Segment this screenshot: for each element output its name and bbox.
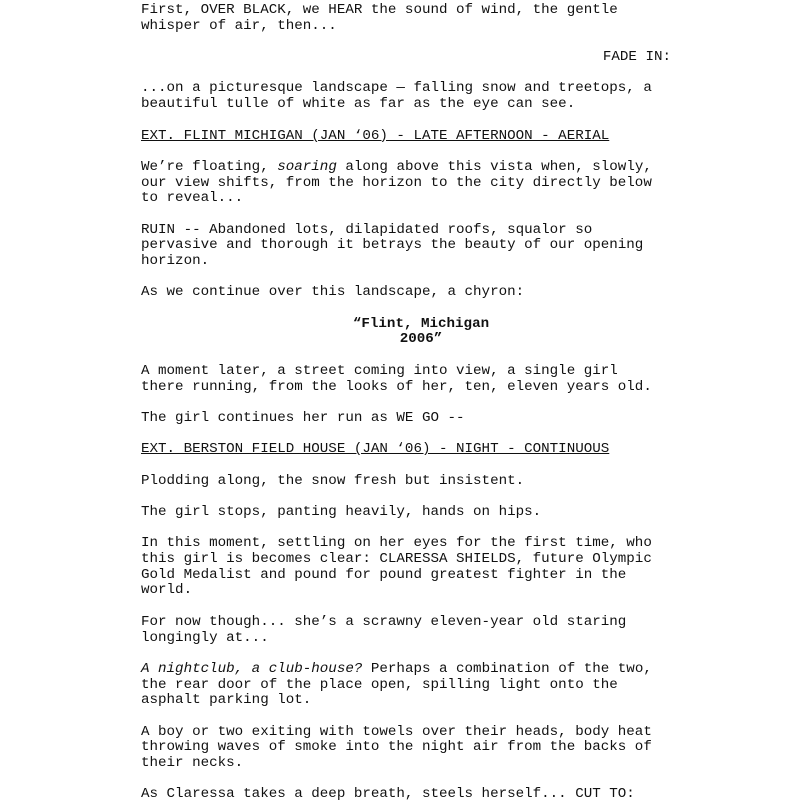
action-paragraph: [141, 364, 701, 395]
action-line: Gold Medalist and pound for pound greatest fighter in the: [141, 566, 627, 583]
action-line: ...on a picturesque landscape — falling snow and treetops, a: [141, 80, 652, 97]
action-line: world.: [141, 582, 193, 599]
action-paragraph: [141, 505, 701, 521]
scene-heading: [141, 442, 701, 458]
action-line: whisper of air, then...: [141, 17, 337, 34]
emphasis-text: soaring: [277, 158, 337, 175]
action-line: As Claressa takes a deep breath, steels herself... CUT TO:: [141, 786, 635, 803]
action-paragraph: [141, 285, 701, 301]
action-paragraph: [141, 81, 701, 112]
action-line: beautiful tulle of white as far as the eye can see.: [141, 96, 576, 113]
action-line: The girl continues her run as WE GO --: [141, 409, 465, 426]
scene-heading-text: EXT. FLINT MICHIGAN (JAN ‘06) - LATE AFTERNOON - AERIAL: [141, 127, 610, 144]
action-line: pervasive and thorough it betrays the beauty of our opening: [141, 237, 644, 254]
action-line: there running, from the looks of her, ten, eleven years old.: [141, 378, 652, 395]
transition-fade-in: FADE IN:: [602, 49, 671, 66]
action-paragraph: [141, 787, 701, 803]
action-paragraph: [141, 615, 701, 646]
screenplay-page: [141, 3, 701, 803]
action-line: A nightclub, a club-house? Perhaps a combination of the two,: [141, 660, 652, 677]
action-line: A boy or two exiting with towels over their heads, body heat: [141, 723, 652, 740]
action-line: asphalt parking lot.: [141, 692, 312, 709]
action-line: the rear door of the place open, spilling light onto the: [141, 676, 618, 693]
action-line: A moment later, a street coming into view, a single girl: [141, 362, 618, 379]
action-line: The girl stops, panting heavily, hands on hips.: [141, 504, 542, 520]
action-paragraph: [141, 536, 701, 599]
chyron-line: 2006”: [399, 331, 443, 348]
action-line: longingly at...: [141, 629, 269, 646]
chyron-text: [141, 317, 701, 348]
action-line: RUIN -- Abandoned lots, dilapidated roofs, squalor so: [141, 221, 593, 238]
action-paragraph: [141, 474, 701, 490]
action-paragraph: [141, 223, 701, 270]
action-line: throwing waves of smoke into the night air from the backs of: [141, 739, 652, 756]
action-line: their necks.: [141, 755, 244, 771]
scene-heading-text: EXT. BERSTON FIELD HOUSE (JAN ‘06) - NIGHT - CONTINUOUS: [141, 441, 610, 458]
action-paragraph: [141, 160, 701, 207]
action-line: We’re floating, soaring along above this vista when, slowly,: [141, 158, 652, 175]
chyron-line: “Flint, Michigan: [352, 315, 490, 332]
action-line: to reveal...: [141, 190, 244, 207]
scene-heading: [141, 129, 701, 145]
action-paragraph: [141, 411, 701, 427]
emphasis-text: A nightclub, a club-house?: [141, 660, 363, 677]
action-line: our view shifts, from the horizon to the city directly below: [141, 174, 652, 191]
action-line: As we continue over this landscape, a chyron:: [141, 284, 525, 301]
action-line: First, OVER BLACK, we HEAR the sound of wind, the gentle: [141, 2, 618, 18]
action-line: For now though... she’s a scrawny eleven-year old staring: [141, 613, 627, 630]
action-paragraph: [141, 662, 701, 709]
action-paragraph: [141, 3, 701, 34]
action-line: this girl is becomes clear: CLARESSA SHIELDS, future Olympic: [141, 551, 652, 568]
action-line: Plodding along, the snow fresh but insistent.: [141, 472, 525, 489]
action-paragraph: [141, 725, 701, 772]
action-line: In this moment, settling on her eyes for the first time, who: [141, 535, 652, 552]
action-line: horizon.: [141, 253, 210, 269]
